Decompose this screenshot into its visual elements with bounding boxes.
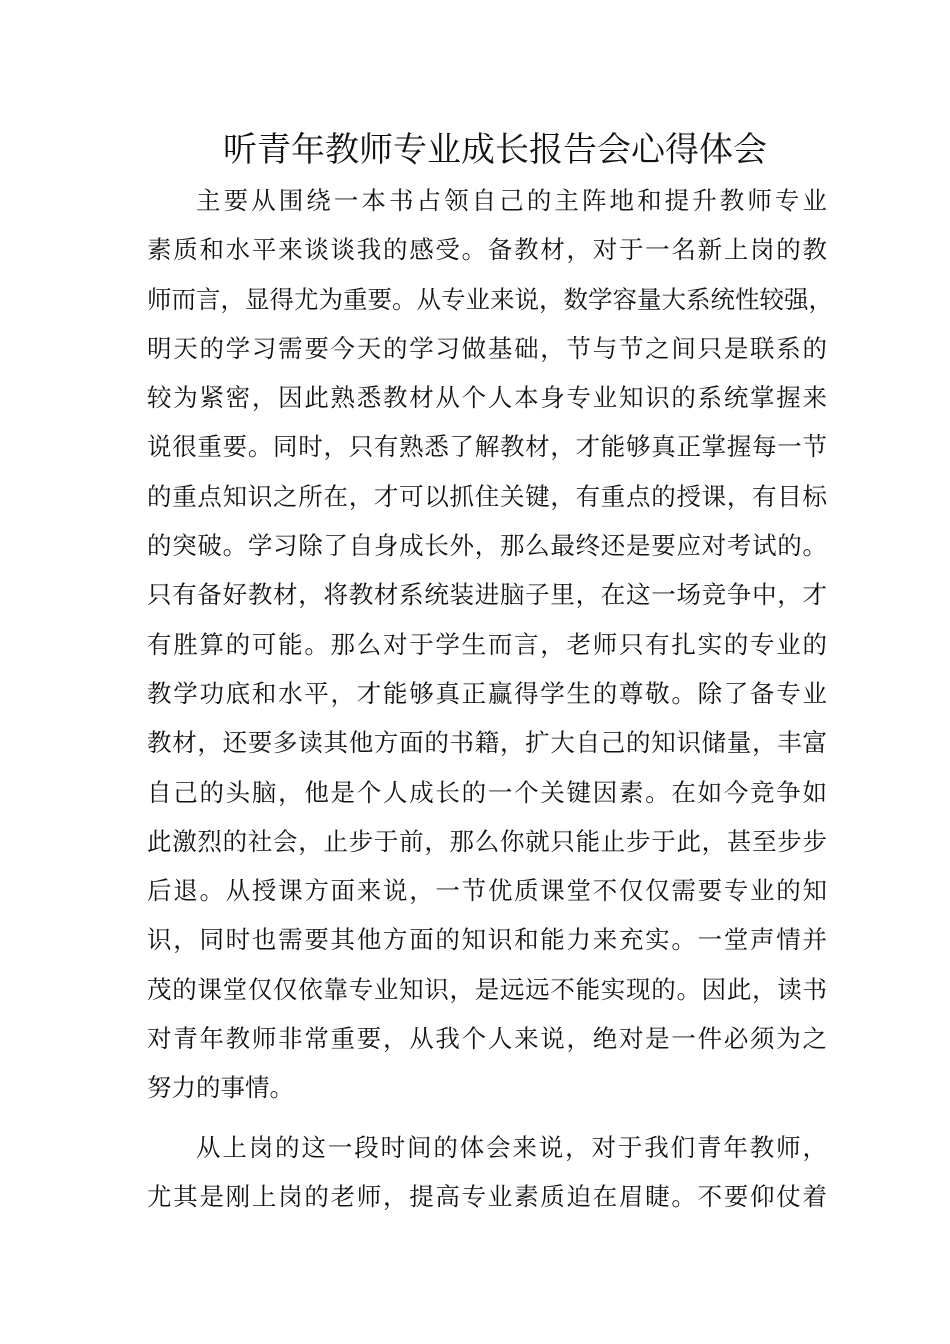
document-body (147, 176, 833, 1221)
text-line: 较为紧密，因此熟悉教材从个人本身专业知识的系统掌握来 (147, 383, 827, 413)
text-line: 教材，还要多读其他方面的书籍，扩大自己的知识储量，丰富 (147, 728, 827, 758)
text-line: 茂的课堂仅仅依靠专业知识，是远远不能实现的。因此，读书 (147, 974, 827, 1004)
text-line: 只有备好教材，将教材系统装进脑子里，在这一场竞争中，才 (147, 580, 827, 610)
text-line: 说很重要。同时，只有熟悉了解教材，才能够真正掌握每一节 (147, 432, 827, 462)
text-line: 从上岗的这一段时间的体会来说，对于我们青年教师， (196, 1132, 827, 1162)
text-line: 的突破。学习除了自身成长外，那么最终还是要应对考试的。 (147, 531, 827, 561)
text-line: 自己的头脑，他是个人成长的一个关键因素。在如今竞争如 (147, 777, 827, 807)
text-line: 有胜算的可能。那么对于学生而言，老师只有扎实的专业的 (147, 629, 827, 659)
text-line: 主要从围绕一本书占领自己的主阵地和提升教师专业 (196, 186, 827, 215)
paragraph-1 (147, 176, 833, 1113)
text-line: 对青年教师非常重要，从我个人来说，绝对是一件必须为之 (147, 1024, 827, 1054)
text-line: 素质和水平来谈谈我的感受。备教材，对于一名新上岗的教 (147, 235, 827, 265)
paragraph-spacer (147, 1113, 827, 1123)
document-title: 听青年教师专业成长报告会心得体会 (223, 130, 767, 170)
text-line: 明天的学习需要今天的学习做基础，节与节之间只是联系的 (147, 333, 827, 363)
text-line: 努力的事情。 (147, 1073, 294, 1103)
text-line: 师而言，显得尤为重要。从专业来说，数学容量大系统性较强， (147, 284, 833, 314)
text-line: 教学功底和水平，才能够真正赢得学生的尊敬。除了备专业 (147, 678, 827, 708)
text-line: 后退。从授课方面来说，一节优质课堂不仅仅需要专业的知 (147, 876, 827, 906)
text-line: 识，同时也需要其他方面的知识和能力来充实。一堂声情并 (147, 925, 827, 955)
text-line: 此激烈的社会，止步于前，那么你就只能止步于此，甚至步步 (147, 826, 827, 856)
paragraph-2 (147, 1123, 827, 1222)
text-line: 尤其是刚上岗的老师，提高专业素质迫在眉睫。不要仰仗着 (147, 1181, 827, 1211)
text-line: 的重点知识之所在，才可以抓住关键，有重点的授课，有目标 (147, 481, 827, 511)
